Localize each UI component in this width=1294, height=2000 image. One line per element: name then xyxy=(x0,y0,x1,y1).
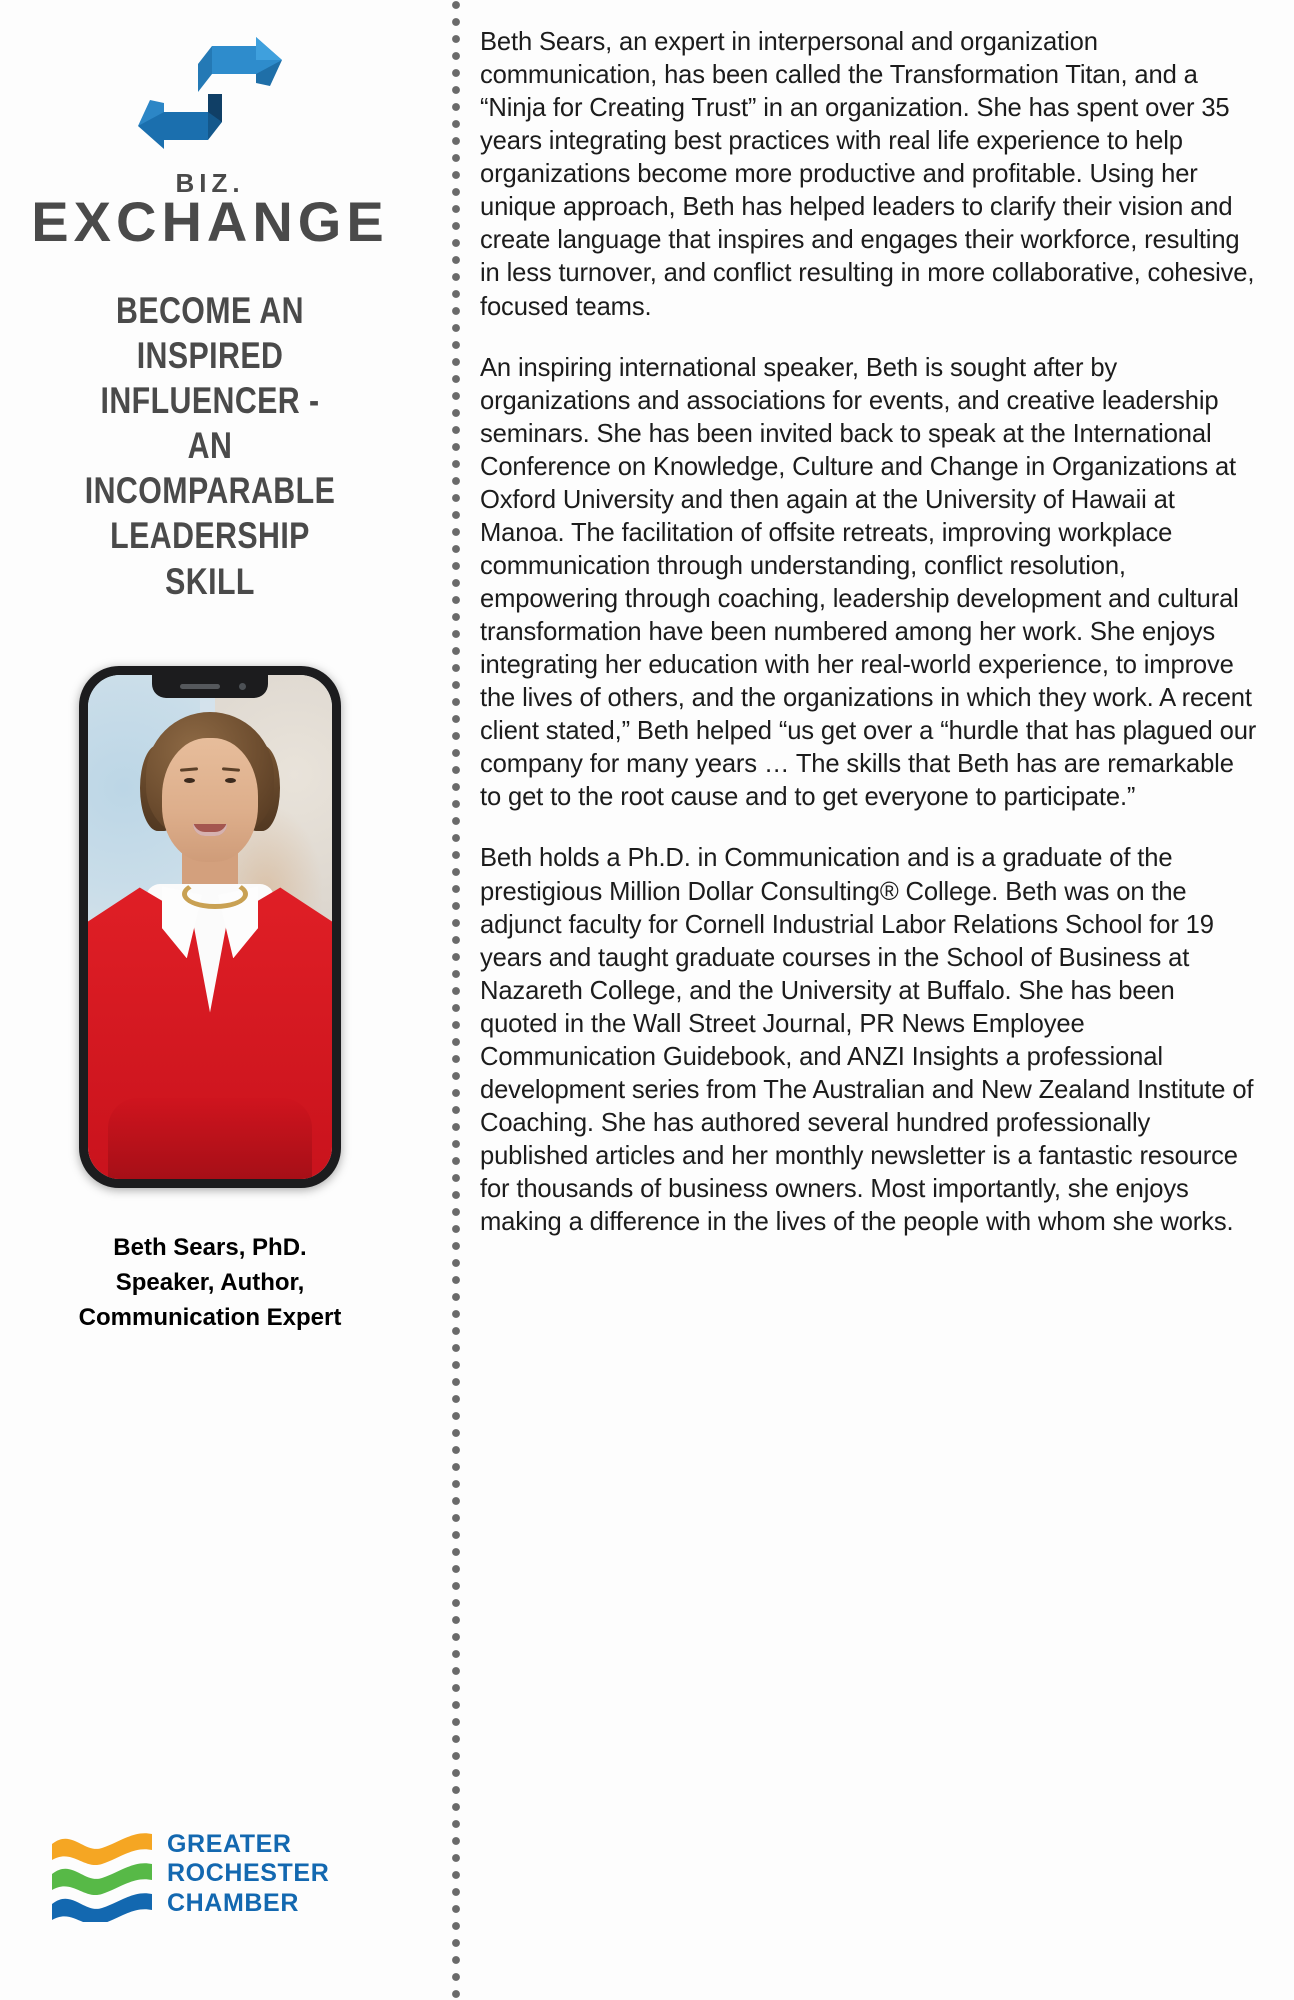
speaker-bio xyxy=(480,26,1258,1239)
right-column xyxy=(420,0,1294,2000)
phone-mockup xyxy=(79,666,341,1188)
chamber-line-chamber: CHAMBER xyxy=(167,1888,299,1917)
two-arrows-exchange-icon xyxy=(130,34,290,164)
bio-paragraph: An inspiring international speaker, Beth is sought after by organizations and associations for events, and creative leadership seminars. She has been invited back to speak at the International Conference on Knowledge, Culture and Change in Organizations at Oxford University and then again at the University of Hawaii at Manoa. The facilitation of offsite retreats, improving workplace communication through understanding, conflict resolution, empowering through coaching, leadership development and cultural transformation have been numbered among her work. She enjoys integrating her education with her real-world experience, to improve the lives of others, and the organizations in which they work. A recent client stated,” Beth helped “us get over a “hurdle that has plagued our company for many years … The skills that Beth has are remarkable to get to the root cause and to get everyone to participate.” xyxy=(480,353,1257,812)
phone-notch xyxy=(152,675,268,698)
speaker-portrait-image xyxy=(88,675,332,1179)
speaker-name: Beth Sears, PhD. xyxy=(113,1233,307,1261)
brand-biz-text: BIZ. xyxy=(175,168,245,198)
portrait-necklace xyxy=(182,879,248,909)
speaker-role: Speaker, Author, xyxy=(115,1268,305,1296)
portrait-eye-left xyxy=(184,778,195,783)
bio-paragraph: Beth Sears, an expert in interpersonal and organization communication, has been called the Transformation Titan, and a “Ninja for Creating Trust” in an organization. She has spent over 35 years integrating best practices with real life experience to help organizations become more productive and profitable. Using her unique approach, Beth has helped leaders to clarify their vision and create language that inspires and engages their workforce, resulting in less turnover, and conflict resulting in more collaborative, cohesive, focused teams. xyxy=(480,28,1255,321)
phone-speaker-icon xyxy=(180,684,220,689)
chamber-wordmark xyxy=(167,1830,329,1919)
greater-rochester-chamber-logo xyxy=(50,1826,380,1922)
portrait-face xyxy=(162,738,258,862)
brand-exchange-text: EXCHANGE xyxy=(31,190,389,253)
three-waves-icon xyxy=(50,1826,154,1922)
speaker-caption xyxy=(0,1230,420,1335)
portrait-folded-arms xyxy=(108,1098,313,1179)
dotted-divider xyxy=(451,0,461,2000)
left-column xyxy=(0,0,420,2000)
chamber-line-greater: GREATER xyxy=(167,1829,292,1858)
phone-camera-icon xyxy=(239,683,246,690)
portrait-eye-right xyxy=(225,778,236,783)
biz-exchange-logo xyxy=(0,34,420,252)
session-title: BECOME AN INSPIRED INFLUENCER - AN INCOMPARABLE LEADERSHIP SKILL xyxy=(84,289,336,602)
chamber-line-rochester: ROCHESTER xyxy=(167,1859,330,1888)
phone-frame xyxy=(79,666,341,1188)
bio-paragraph: Beth holds a Ph.D. in Communication and is a graduate of the prestigious Million Dollar Consulting® College. Beth was on the adjunct faculty for Cornell Industrial Labor Relations School for 19 years and taught graduate courses in the School of Business at Nazareth College, and the University at Buffalo. She has been quoted in the Wall Street Journal, PR News Employee Communication Guidebook, and ANZI Insights a professional development series from The Australian and New Zealand Institute of Coaching. She has authored several hundred professionally published articles and her monthly newsletter is a fantastic resource for thousands of business owners. Most importantly, she enjoys making a difference in the lives of the people with whom she works. xyxy=(480,844,1254,1237)
speaker-expertise: Communication Expert xyxy=(78,1303,342,1331)
phone-screen xyxy=(88,675,332,1179)
